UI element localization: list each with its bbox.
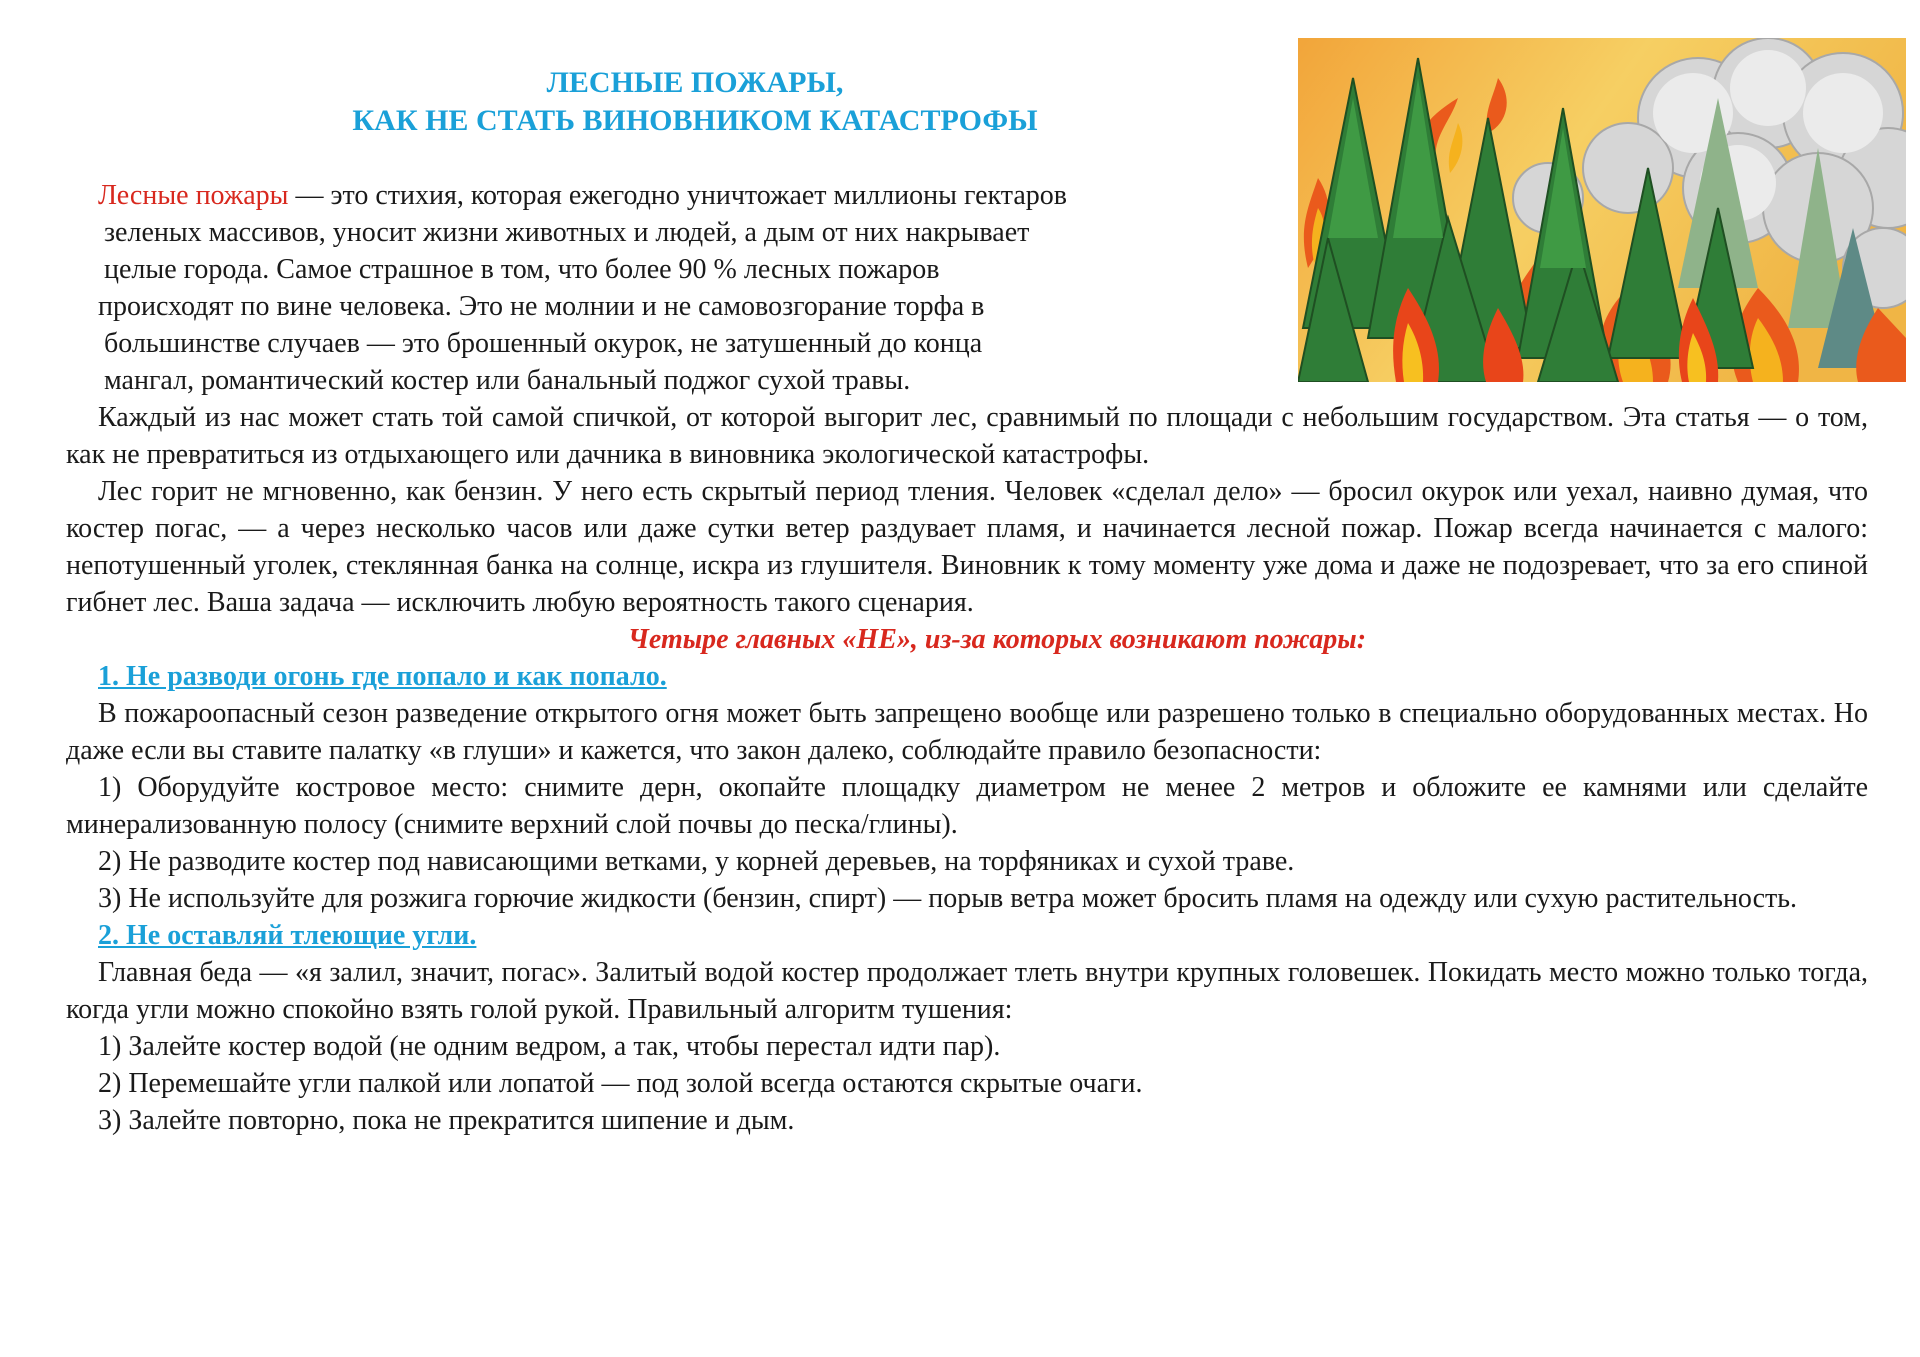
paragraph-match: Каждый из нас может стать той самой спичкой, от которой выгорит лес, сравнимый по площади с небольшим государством. Эта статья — о том, как не превратиться из отдыхающего или дачника в виновника экологической катастрофы. <box>66 402 1868 470</box>
section-1-heading: 1. Не разводи огонь где попало и как попало. <box>98 661 667 692</box>
title-line-2: КАК НЕ СТАТЬ ВИНОВНИКОМ КАТАСТРОФЫ <box>352 104 1038 137</box>
intro-line-6: мангал, романтический костер или банальный поджог сухой травы. <box>104 365 911 396</box>
intro-paragraph <box>66 177 1246 399</box>
section-1-item-3: 3) Не используйте для розжига горючие жидкости (бензин, спирт) — порыв ветра может бросить пламя на одежду или сухую растительность. <box>98 883 1798 914</box>
intro-line-2: зеленых массивов, уносит жизни животных и людей, а дым от них накрывает <box>104 217 1030 248</box>
section-1-item-1: 1) Оборудуйте костровое место: снимите дерн, окопайте площадку диаметром не менее 2 метров и обложите ее камнями или сделайте минерализованную полосу (снимите верхний слой почвы до песка/глины). <box>66 772 1868 840</box>
page-title <box>220 64 1170 140</box>
intro-line-3: целые города. Самое страшное в том, что более 90 % лесных пожаров <box>104 254 940 285</box>
intro-highlight: Лесные пожары <box>98 180 289 211</box>
section-2-item-1: 1) Залейте костер водой (не одним ведром, а так, чтобы перестал идти пар). <box>98 1031 1001 1062</box>
section-2-item-2: 2) Перемешайте угли палкой или лопатой — под золой всегда остаются скрытые очаги. <box>98 1068 1143 1099</box>
intro-line-5: большинстве случаев — это брошенный окурок, не затушенный до конца <box>104 328 983 359</box>
intro-line-4: происходят по вине человека. Это не молнии и не самовозгорание торфа в <box>98 291 985 322</box>
intro-line-1-rest: — это стихия, которая ежегодно уничтожает миллионы гектаров <box>288 180 1067 211</box>
section-2-text: Главная беда — «я залил, значит, погас». Залитый водой костер продолжает тлеть внутри крупных головешек. Покидать место можно только тогда, когда угли можно спокойно взять голой рукой. Правильный алгоритм тушения: <box>66 957 1868 1025</box>
section-subtitle: Четыре главных «НЕ», из-за которых возникают пожары: <box>627 624 1367 655</box>
section-2-heading: 2. Не оставляй тлеющие угли. <box>98 920 477 951</box>
section-1-item-2: 2) Не разводите костер под нависающими ветками, у корней деревьев, на торфяниках и сухой траве. <box>98 846 1295 877</box>
paragraph-forest: Лес горит не мгновенно, как бензин. У него есть скрытый период тления. Человек «сделал дело» — бросил окурок или уехал, наивно думая, что костер погас, — а через несколько часов или даже сутки ветер раздувает пламя, и начинается лесной пожар. Пожар всегда начинается с малого: непотушенный уголек, стеклянная банка на солнце, искра из глушителя. Виновник к тому моменту уже дома и даже не подозревает, что за его спиной гибнет лес. Ваша задача — исключить любую вероятность такого сценария. <box>66 476 1868 618</box>
title-line-1: ЛЕСНЫЕ ПОЖАРЫ, <box>546 66 844 99</box>
section-1-text: В пожароопасный сезон разведение открытого огня может быть запрещено вообще или разрешено только в специально оборудованных местах. Но даже если вы ставите палатку «в глуши» и кажется, что закон далеко, соблюдайте правило безопасности: <box>66 698 1868 766</box>
intro-line-1 <box>66 177 1246 214</box>
forest-fire-illustration <box>1298 38 1906 382</box>
section-2-item-3: 3) Залейте повторно, пока не прекратится шипение и дым. <box>98 1105 795 1136</box>
article-body <box>66 399 1868 1139</box>
